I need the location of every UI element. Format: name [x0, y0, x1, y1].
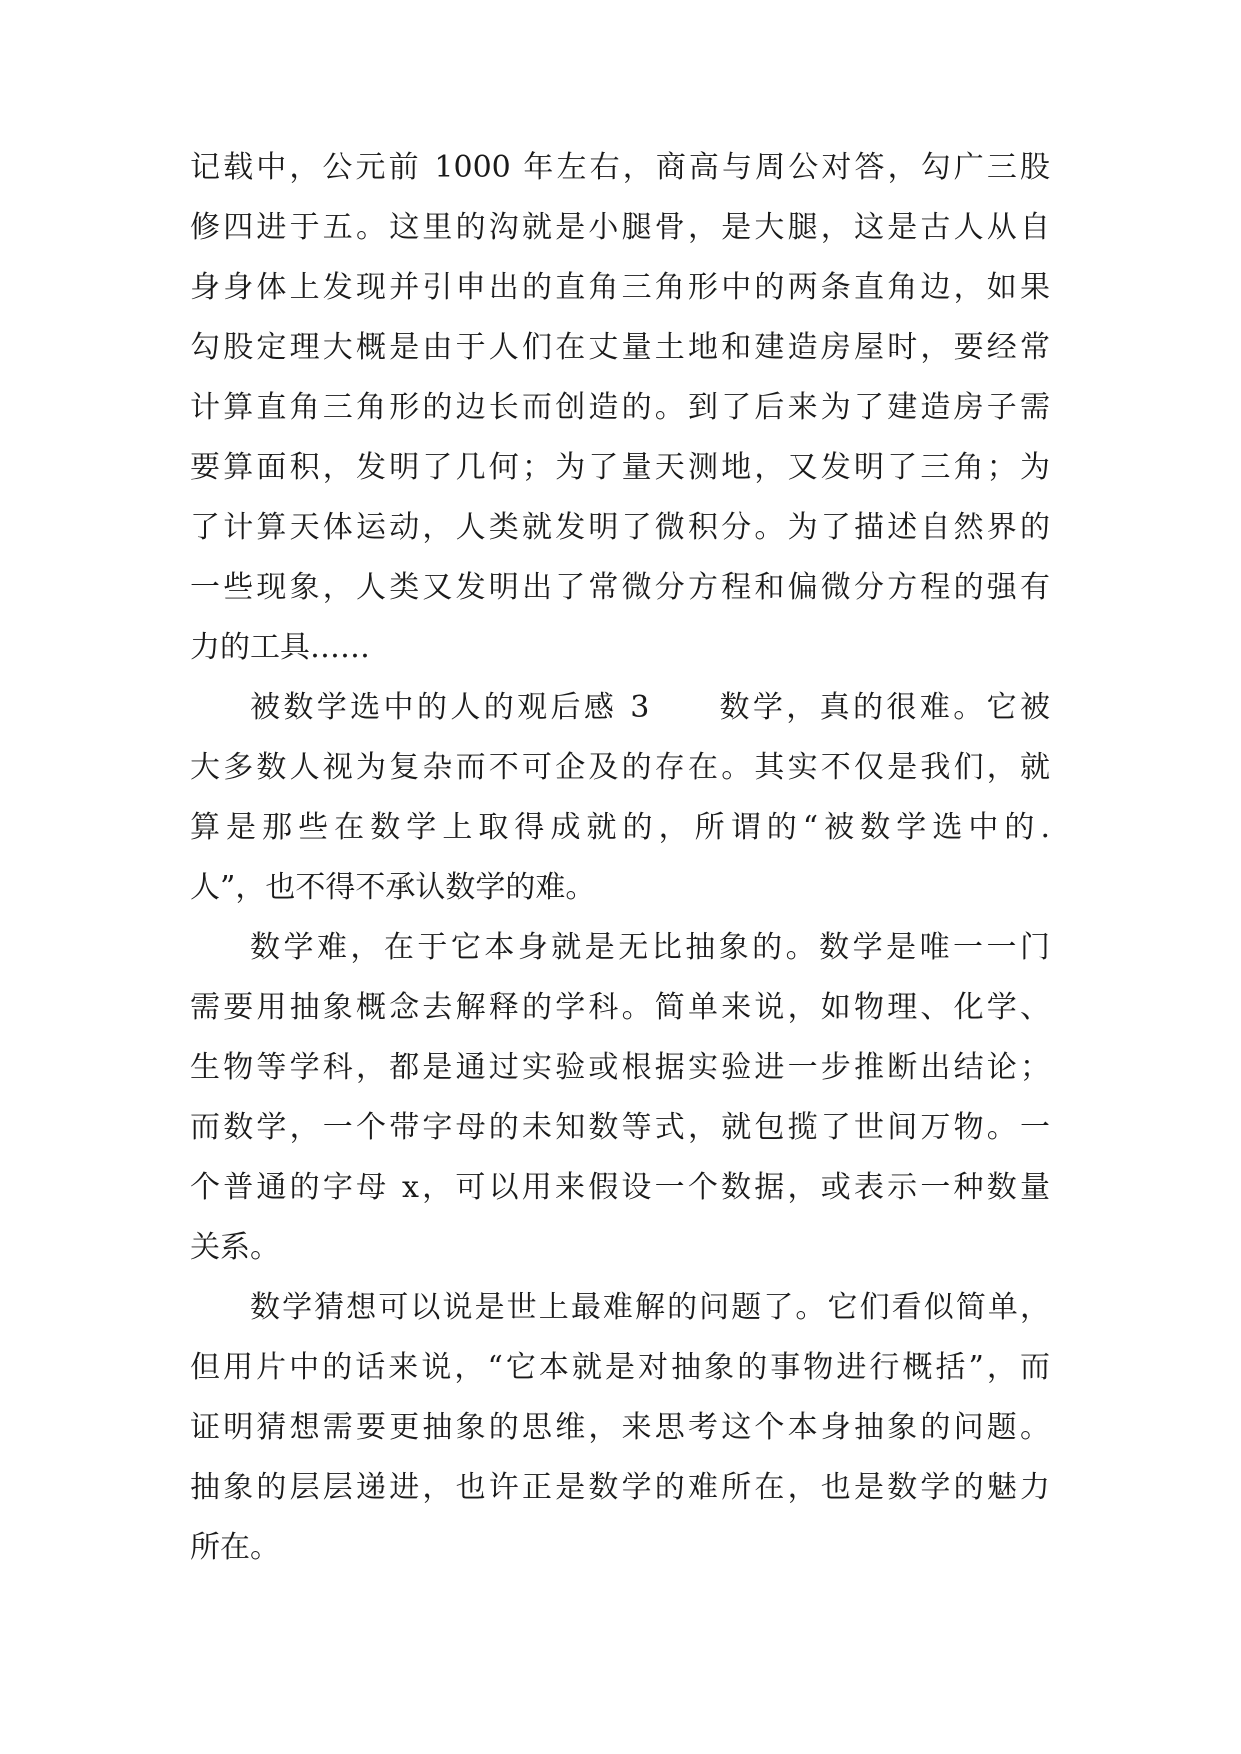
text-line: 勾股定理大概是由于人们在丈量土地和建造房屋时，要经常 [190, 330, 1050, 365]
text-line: 计算直角三角形的边长而创造的。到了后来为了建造房子需 [190, 390, 1050, 425]
text-line: 个普通的字母 x，可以用来假设一个数据，或表示一种数量 [190, 1170, 1050, 1205]
text-line: 力的工具…… [190, 630, 370, 665]
text-line: 而数学，一个带字母的未知数等式，就包揽了世间万物。一 [190, 1110, 1050, 1145]
text-line: 记载中，公元前 1000 年左右，商高与周公对答，勾广三股 [190, 150, 1050, 185]
text-line: 关系。 [190, 1230, 280, 1265]
text-line: 大多数人视为复杂而不可企及的存在。其实不仅是我们，就 [190, 750, 1050, 785]
text-line: 抽象的层层递进，也许正是数学的难所在，也是数学的魅力 [190, 1470, 1050, 1505]
paragraph-first-line: 数学猜想可以说是世上最难解的问题了。它们看似简单， [250, 1290, 1050, 1325]
text-line: 一些现象，人类又发明出了常微分方程和偏微分方程的强有 [190, 570, 1050, 605]
paragraph-heading-line: 被数学选中的人的观后感 3 数学，真的很难。它被 [250, 690, 1050, 725]
text-line: 证明猜想需要更抽象的思维，来思考这个本身抽象的问题。 [190, 1410, 1050, 1445]
text-line: 所在。 [190, 1530, 280, 1565]
text-line: 需要用抽象概念去解释的学科。简单来说，如物理、化学、 [190, 990, 1050, 1025]
text-line: 人”，也不得不承认数学的难。 [190, 870, 596, 905]
text-line: 但用片中的话来说，“它本就是对抽象的事物进行概括”，而 [190, 1350, 1050, 1385]
text-line: 修四进于五。这里的沟就是小腿骨，是大腿，这是古人从自 [190, 210, 1050, 245]
text-line: 了计算天体运动，人类就发明了微积分。为了描述自然界的 [190, 510, 1050, 545]
paragraph-first-line: 数学难，在于它本身就是无比抽象的。数学是唯一一门 [250, 930, 1050, 965]
text-line: 生物等学科，都是通过实验或根据实验进一步推断出结论； [190, 1050, 1050, 1085]
text-line: 要算面积，发明了几何；为了量天测地，又发明了三角；为 [190, 450, 1050, 485]
text-line: 身身体上发现并引申出的直角三角形中的两条直角边，如果 [190, 270, 1050, 305]
text-line: 算是那些在数学上取得成就的，所谓的“被数学选中的. [190, 810, 1050, 845]
